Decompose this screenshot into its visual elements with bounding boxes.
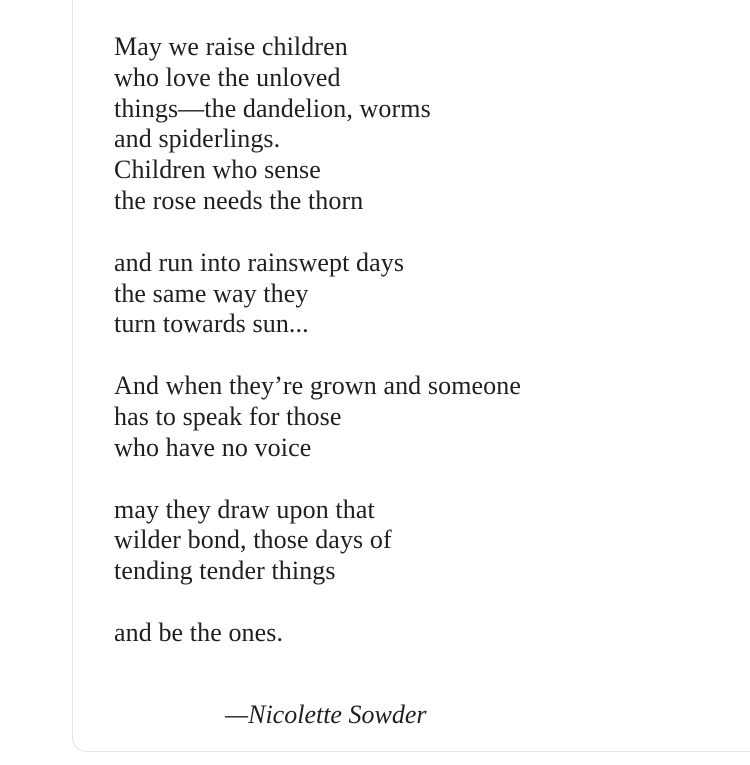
poem-line: who love the unloved bbox=[114, 62, 341, 92]
poem-line: the same way they bbox=[114, 278, 309, 308]
poem-attribution: —Nicolette Sowder bbox=[225, 700, 427, 729]
poem-stanza-1 bbox=[114, 32, 521, 217]
poem-stanza-5 bbox=[114, 618, 521, 649]
poem-line: wilder bond, those days of bbox=[114, 525, 392, 555]
poem-line: may they draw upon that bbox=[114, 494, 375, 524]
poem-line: and run into rainswept days bbox=[114, 247, 405, 277]
poem-stanza-4 bbox=[114, 495, 521, 587]
poem-stanza-2 bbox=[114, 248, 521, 340]
poem-line: tending tender things bbox=[114, 556, 336, 586]
poem-line: turn towards sun... bbox=[114, 309, 309, 339]
poem-line: the rose needs the thorn bbox=[114, 185, 364, 215]
poem-text bbox=[114, 32, 521, 680]
poem-line: And when they’re grown and someone bbox=[114, 371, 522, 401]
poem-line: has to speak for those bbox=[114, 401, 342, 431]
poem-line: things—the dandelion, worms bbox=[114, 93, 431, 123]
poem-stanza-3 bbox=[114, 371, 521, 463]
poem-line: May we raise children bbox=[114, 32, 348, 61]
poem-line: and spiderlings. bbox=[114, 124, 281, 154]
poem-line: Children who sense bbox=[114, 155, 321, 185]
poem-line: and be the ones. bbox=[114, 617, 284, 647]
poem-line: who have no voice bbox=[114, 432, 312, 462]
